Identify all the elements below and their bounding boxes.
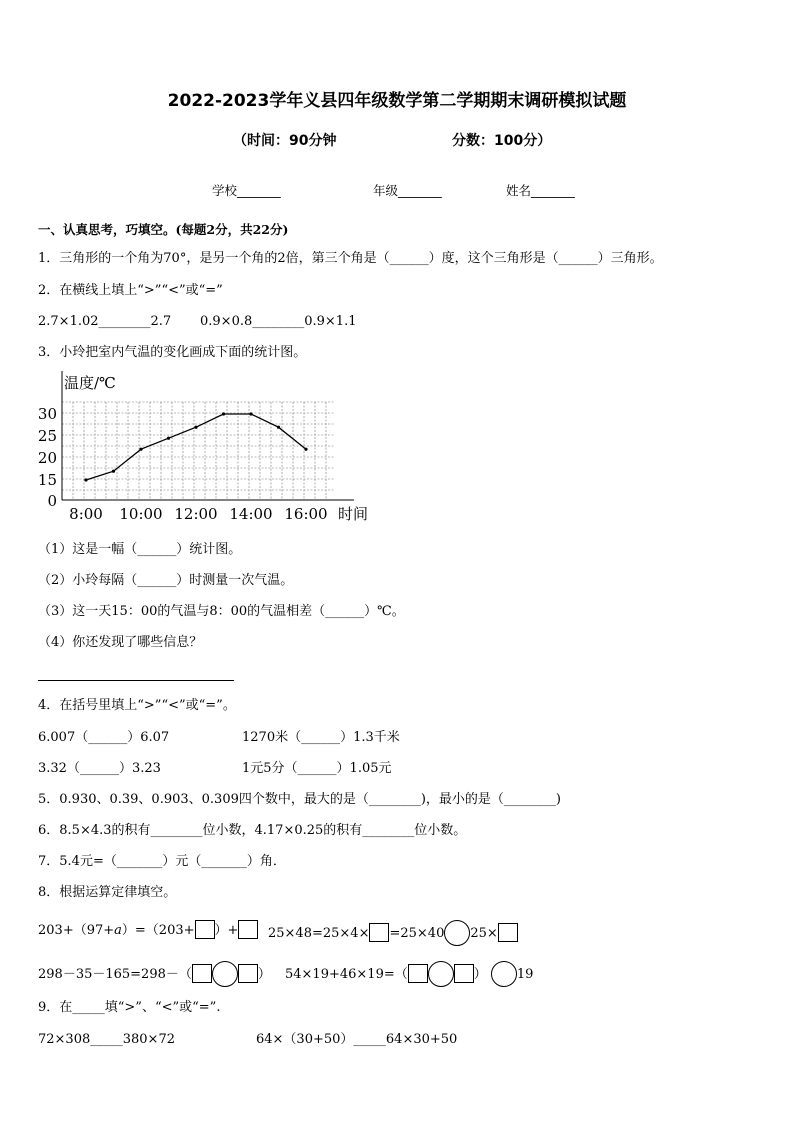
question-4a: 6.007（______）6.07 (38, 730, 170, 745)
answer-box[interactable] (238, 920, 258, 939)
y-tick-label: 25 (37, 427, 57, 445)
operator-circle[interactable] (212, 961, 238, 987)
data-point (304, 448, 307, 451)
answer-box[interactable] (195, 920, 215, 939)
x-tick-label: 10:00 (119, 505, 163, 523)
question-4b: 1270米（______）1.3千米 (242, 730, 400, 745)
question-8a: 203+（97+a）=（203+ ）+ (38, 920, 258, 940)
x-tick-label: 8:00 (69, 505, 103, 523)
data-point (222, 412, 225, 415)
question-9b: 64×（30+50）_____64×30+50 (256, 1032, 458, 1047)
data-point (277, 426, 280, 429)
x-tick-label: 16:00 (284, 505, 328, 523)
x-tick-label: 12:00 (174, 505, 218, 523)
answer-box[interactable] (408, 964, 428, 983)
question-5: 5．0.930、0.39、0.903、0.309四个数中，最大的是（________)，最小的是（________) (38, 792, 562, 807)
data-point (249, 412, 252, 415)
answer-box[interactable] (192, 964, 212, 983)
y-tick-label: 20 (37, 449, 57, 467)
question-7: 7．5.4元=（_______）元（_______）角． (38, 854, 286, 869)
question-9: 9．在_____填“>”、“<”或“=”. (38, 1000, 221, 1015)
y-tick-label: 0 (47, 492, 57, 510)
question-4d: 1元5分（______）1.05元 (242, 761, 392, 776)
answer-box[interactable] (454, 964, 474, 983)
question-3-3: （3）这一天15：00的气温与8：00的气温相差（______）℃。 (38, 604, 405, 619)
operator-circle[interactable] (444, 920, 470, 946)
answer-box[interactable] (238, 964, 258, 983)
question-2b: 0.9×0.8________0.9×1.1 (200, 314, 357, 329)
operator-circle[interactable] (428, 961, 454, 987)
page-title: 2022-2023学年义县四年级数学第二学期期末调研模拟试题 (167, 91, 627, 111)
question-8b: 25×48=25×4× =25×40 25× (268, 920, 518, 946)
x-tick-label: 14:00 (229, 505, 273, 523)
data-point (139, 448, 142, 451)
operator-circle[interactable] (491, 961, 517, 987)
y-tick-label: 30 (37, 405, 57, 423)
y-tick-label: 15 (37, 471, 57, 489)
y-axis-label: 温度/℃ (64, 374, 116, 392)
question-4c: 3.32（______）3.23 (38, 761, 161, 776)
question-2a: 2.7×1.02________2.7 (38, 314, 172, 329)
question-3-2: （2）小玲每隔（______）时测量一次气温。 (38, 573, 294, 588)
question-8: 8．根据运算定律填空。 (38, 885, 177, 900)
temperature-chart (36, 368, 396, 528)
chart-grid (62, 402, 334, 500)
x-axis-label: 时间 (338, 505, 369, 523)
question-2: 2．在横线上填上“>”“<”或“=” (38, 283, 223, 298)
exam-time: （时间：90分钟 (233, 133, 337, 149)
section-1-heading: 一、认真思考，巧填空。(每题2分，共22分) (38, 222, 289, 237)
question-8d: 54×19+46×19=（ ） 19 (285, 961, 533, 987)
data-point (112, 470, 115, 473)
data-point (194, 426, 197, 429)
question-1: 1．三角形的一个角为70°，是另一个角的2倍，第三个角是（______）度，这个三角形是（______）三角形。 (38, 251, 663, 266)
question-9a: 72×308_____380×72 (38, 1032, 175, 1047)
question-3-1: （1）这是一幅（______）统计图。 (38, 542, 242, 557)
question-4: 4．在括号里填上“>”“<”或“=”。 (38, 698, 236, 713)
answer-box[interactable] (498, 923, 518, 942)
school-field[interactable]: 学校_______ (212, 183, 281, 198)
question-3-4: （4）你还发现了哪些信息？ (38, 635, 203, 650)
data-point (167, 437, 170, 440)
question-8c: 298－35－165=298－（ ） (38, 961, 271, 987)
answer-line[interactable] (38, 680, 234, 681)
answer-box[interactable] (369, 923, 389, 942)
data-point (84, 478, 87, 481)
grade-field[interactable]: 年级_______ (373, 183, 442, 198)
exam-score: 分数：100分） (452, 133, 552, 149)
question-6: 6．8.5×4.3的积有________位小数，4.17×0.25的积有________位小数。 (38, 823, 467, 838)
question-3: 3．小玲把室内气温的变化画成下面的统计图。 (38, 345, 307, 360)
name-field[interactable]: 姓名_______ (506, 183, 575, 198)
